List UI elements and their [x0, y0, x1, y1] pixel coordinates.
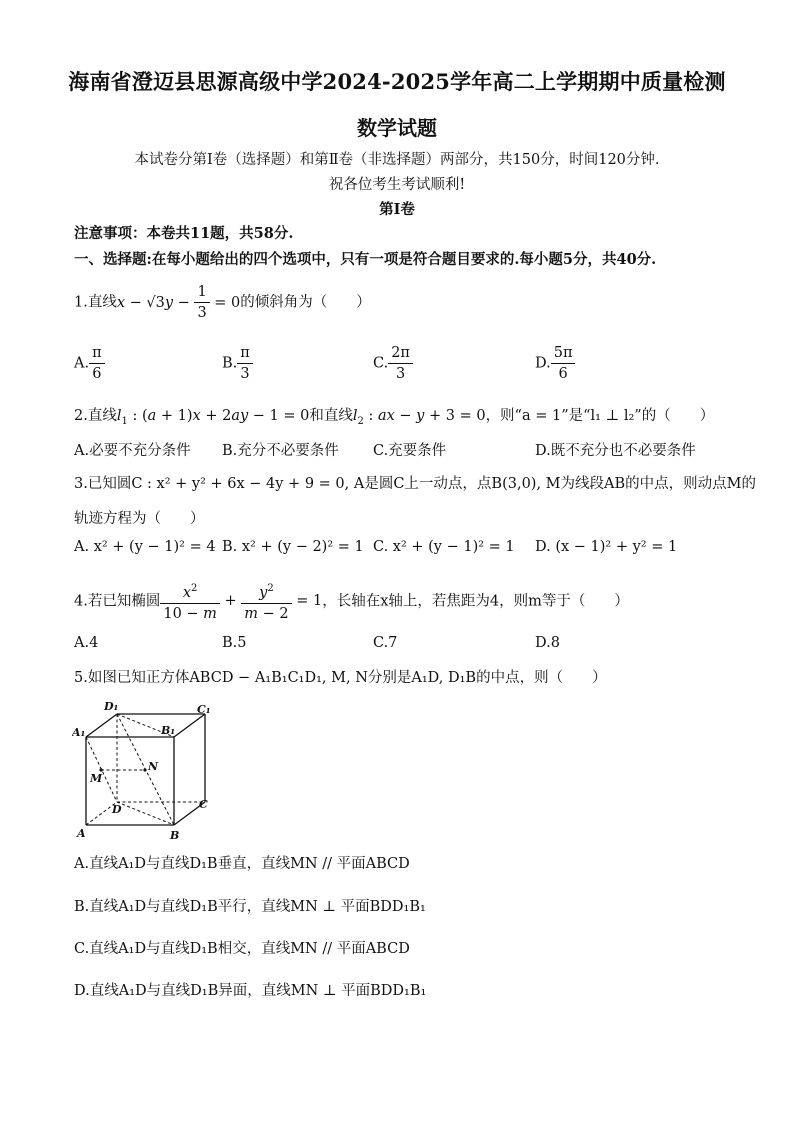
label-a: A [77, 827, 86, 840]
q2-line-l2: $l_2$ : ax − y + 3 = 0 [352, 408, 486, 427]
label-b1: B₁ [161, 724, 176, 737]
label-d1: D₁ [104, 700, 119, 713]
q3-option-a: A. x² + (y − 1)² = 4 [74, 539, 216, 555]
q2-option-b: B.充分不必要条件 [222, 443, 339, 459]
q1-suffix: 的倾斜角为（ ） [240, 294, 371, 311]
edge-a1d1 [86, 714, 117, 737]
q3-option-d: D. (x − 1)² + y² = 1 [535, 539, 678, 555]
intro-line-1: 本试卷分第Ⅰ卷（选择题）和第Ⅱ卷（非选择题）两部分，共150分，时间120分钟. [134, 152, 660, 168]
question-5: 5.如图已知正方体ABCD − A₁B₁C₁D₁, M, N分别是A₁D, D₁B的中点，则（ ） [74, 670, 607, 686]
q3-option-b: B. x² + (y − 2)² = 1 [222, 539, 364, 555]
question-1 [74, 282, 371, 323]
segment-db [117, 802, 174, 825]
q4-ellipse-equation: $\frac{x^2}{10 - m}$ + $\frac{y^2}{m - 2}$ = 1 [160, 593, 322, 609]
intro-line-2: 祝各位考生考试顺利! [328, 177, 466, 193]
q1-option-a: A. $\frac{\pi}{6}$ [74, 343, 105, 384]
notice: 注意事项：本卷共11题，共58分. [74, 225, 294, 242]
label-c: C [199, 798, 208, 811]
q2-condition: ，则“a = 1”是“l₁ ⊥ l₂”的（ ） [485, 408, 715, 424]
q4-option-d: D.8 [535, 635, 560, 651]
q4-option-c: C.7 [373, 635, 398, 651]
question-4: 4.若已知椭圆 $\frac{x^2}{10 - m}$ + $\frac{y^2}{m - 2}$ = 1，长轴在x轴上，若焦距为4，则m等于（ ） [74, 579, 629, 624]
label-m: M [90, 772, 103, 785]
exam-title: 海南省澄迈县思源高级中学2024-2025学年高二上学期期中质量检测 [68, 69, 726, 94]
q2-option-c: C.充要条件 [373, 443, 447, 459]
q2-option-d: D.既不充分也不必要条件 [535, 443, 696, 459]
q1-equation: x − √3y − $\frac{1}{3}$ = 0 [116, 284, 241, 321]
question-3-line-2: 轨迹方程为（ ） [74, 511, 205, 527]
label-c1: C₁ [197, 703, 211, 716]
label-b: B [170, 829, 180, 840]
question-2: 2.直线$l_1$ : (a + 1)x + 2ay − 1 = 0和直线$l_2$ : ax − y + 3 = 0，则“a = 1”是“l₁ ⊥ l₂”的（ ） [74, 408, 715, 427]
label-d: D [112, 803, 122, 816]
q1-option-b: B. $\frac{\pi}{3}$ [222, 343, 253, 384]
point-n [143, 768, 146, 771]
question-3-line-1: 3.已知圆C : x² + y² + 6x − 4y + 9 = 0, A是圆C上一动点，点B(3,0), M为线段AB的中点，则动点M的 [74, 476, 756, 492]
q4-option-b: B.5 [222, 635, 247, 651]
q5-option-a: A.直线A₁D与直线D₁B垂直，直线MN // 平面ABCD [74, 856, 410, 872]
label-a1: A₁ [72, 726, 86, 739]
q1-option-c: C. $\frac{2\pi}{3}$ [373, 343, 413, 384]
exam-subtitle: 数学试题 [357, 116, 437, 140]
label-n: N [148, 760, 159, 773]
q5-option-b: B.直线A₁D与直线D₁B平行，直线MN ⊥ 平面BDD₁B₁ [74, 899, 426, 915]
part-heading: 第Ⅰ卷 [379, 201, 415, 218]
q1-option-d: D. $\frac{5\pi}{6}$ [535, 343, 575, 384]
q2-option-a: A.必要不充分条件 [74, 443, 191, 459]
q4-option-a: A.4 [74, 635, 99, 651]
cube-figure [72, 700, 222, 840]
q1-prefix: 1.直线 [74, 294, 117, 311]
section-heading: 一、选择题:在每小题给出的四个选项中，只有一项是符合题目要求的.每小题5分，共40分. [74, 251, 657, 268]
q5-option-d: D.直线A₁D与直线D₁B异面，直线MN ⊥ 平面BDD₁B₁ [74, 983, 427, 999]
q5-option-c: C.直线A₁D与直线D₁B相交，直线MN // 平面ABCD [74, 941, 410, 957]
q2-line-l1: $l_1$ : (a + 1)x + 2ay − 1 = 0 [116, 408, 310, 427]
q3-option-c: C. x² + (y − 1)² = 1 [373, 539, 515, 555]
edge-b1c1 [174, 714, 205, 737]
